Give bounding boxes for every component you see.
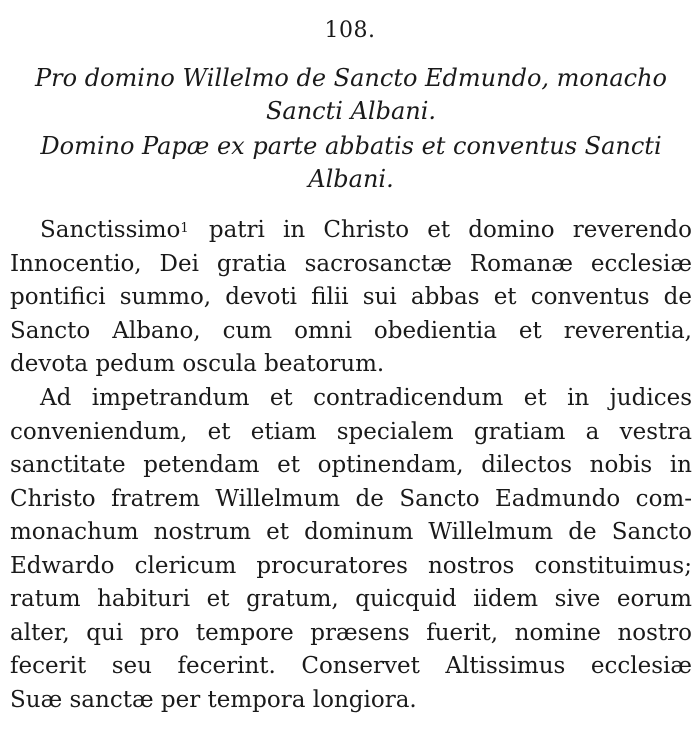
paragraph-line: pontifici summo, devoti filii sui abbas et conventus de (10, 284, 692, 310)
footnote-marker[interactable]: 1 (180, 221, 189, 236)
paragraph-line (10, 214, 692, 248)
paragraph-line: Suæ sanctæ per tempora longiora. (10, 686, 417, 713)
paragraph-line: Edwardo clericum procuratores nostros constituimus; (10, 552, 692, 579)
letter-heading-recipient (10, 62, 692, 128)
first-word: Sanctissimo (40, 217, 181, 243)
paragraph-line: ratum habituri et gratum, quicquid iidem sive eorum (10, 586, 692, 612)
paragraph-body (10, 382, 692, 717)
heading-line: Domino Papæ ex parte abbatis et conventus Sancti (40, 132, 662, 160)
paragraph-salutation (10, 214, 692, 382)
heading-line: Sancti Albani. (265, 97, 437, 125)
paragraph-line: alter, qui pro tempore præsens fuerit, nomine nostro (10, 619, 692, 646)
paragraph-line: sanctitate petendam et optinendam, dilectos nobis in (10, 452, 692, 478)
paragraph-line: Christo fratrem Willelmum de Sancto Eadmundo com- (10, 485, 692, 512)
paragraph-line: conveniendum, et etiam specialem gratiam a vestra (10, 418, 692, 445)
heading-line: Pro domino Willelmo de Sancto Edmundo, monacho (35, 64, 667, 92)
paragraph-line: fecerit seu fecerint. Conservet Altissimus ecclesiæ (10, 653, 692, 679)
paragraph-line: monachum nostrum et dominum Willelmum de Sancto (10, 519, 692, 545)
page-number: 108. (324, 18, 376, 43)
paragraph-line: Sancto Albano, cum omni obedientia et reverentia, (10, 317, 692, 344)
paragraph-line: devota pedum oscula beatorum. (10, 351, 385, 377)
first-line-rest: patri in Christo et domino reverendo (208, 217, 692, 243)
paragraph-line: Ad impetrandum et contradicendum et in judices (40, 385, 692, 411)
letter-heading-sender (10, 130, 692, 196)
heading-line: Albani. (308, 165, 394, 193)
paragraph-line: Innocentio, Dei gratia sacrosanctæ Romanæ ecclesiæ (10, 250, 692, 277)
